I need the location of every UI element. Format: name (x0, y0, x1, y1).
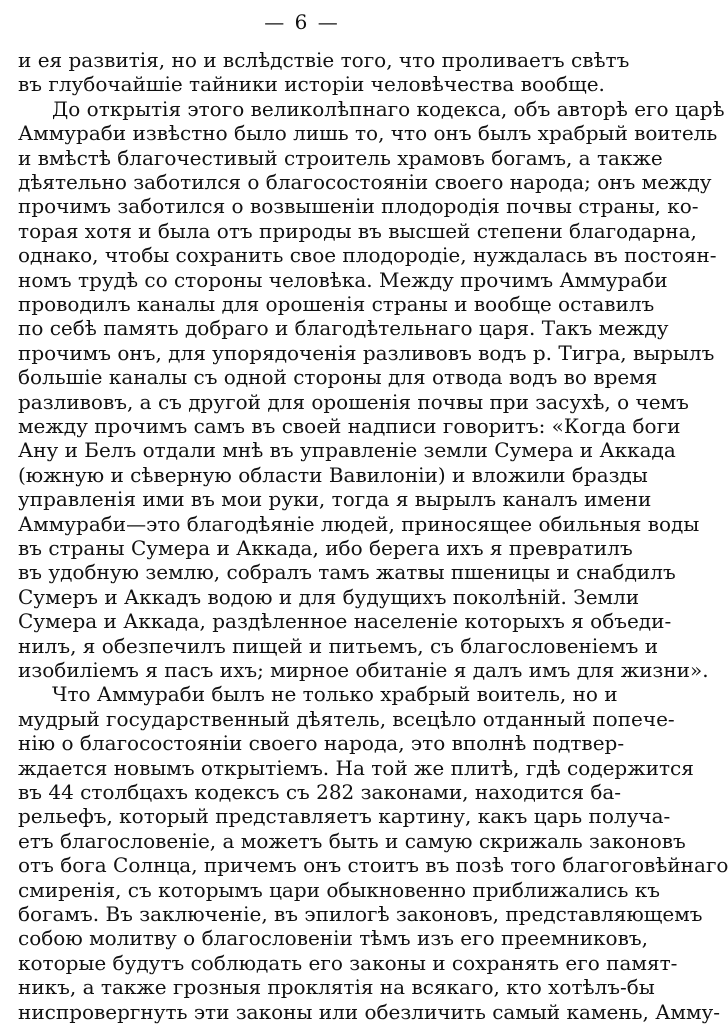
text-line: ниспровергнуть эти законы или обезличить самый камень, Амму- (18, 999, 721, 1024)
text-line: и ея развитія, но и вслѣдствіе того, что проливаетъ свѣтъ (18, 48, 630, 72)
text-line: смиренія, съ которымъ цари обыкновенно приближались къ (18, 877, 660, 902)
text-line: однако, чтобы сохранить свое плодородіе, нуждалась въ постоян- (18, 243, 717, 268)
text-line: въ глубочайшіе тайники исторіи человѣчества вообще. (18, 72, 605, 97)
text-line: между прочимъ самъ въ своей надписи говоритъ: «Когда боги (18, 414, 681, 438)
text-line: большіе каналы съ одной стороны для отвода водъ во время (18, 365, 658, 390)
text-line: мудрый государственный дѣятель, всецѣло отданный попече- (18, 706, 675, 731)
text-line: нилъ, я обезпечилъ пищей и питьемъ, съ благословеніемъ и (18, 633, 659, 658)
page-number: — 6 — (264, 10, 340, 34)
text-line: Аммураби—это благодѣяніе людей, приносящее обильныя воды (18, 511, 700, 536)
text-line: рельефъ, который представляетъ картину, какъ царь получа- (18, 804, 671, 829)
text-line: отъ бога Солнца, причемъ онъ стоитъ въ позѣ того благоговѣйнаго (18, 853, 728, 878)
text-line: нію о благосостояніи своего народа, это вполнѣ подтвер- (18, 731, 625, 756)
text-line: разливовъ, а съ другой для орошенія почвы при засухѣ, о чемъ (18, 389, 689, 414)
paragraph-first-line: До открытія этого великолѣпнаго кодекса, объ авторѣ его царѣ (52, 96, 725, 121)
text-line: богамъ. Въ заключеніе, въ эпилогѣ законовъ, представляющемъ (18, 902, 703, 926)
text-line: етъ благословеніе, а можетъ быть и самую скрижаль законовъ (18, 828, 686, 853)
text-line: проводилъ каналы для орошенія страны и вообще оставилъ (18, 292, 655, 316)
text-line: и вмѣстѣ благочестивый строитель храмовъ богамъ, а также (18, 145, 663, 170)
text-line: Сумера и Аккада, раздѣленное населеніе которыхъ я объеди- (18, 609, 672, 634)
text-line: по себѣ память добраго и благодѣтельнаго царя. Такъ между (18, 316, 669, 341)
text-line: Аммураби извѣстно было лишь то, что онъ былъ храбрый воитель (18, 121, 718, 146)
text-line: (южную и сѣверную области Вавилоніи) и вложили бразды (18, 462, 648, 487)
text-line: номъ трудѣ со стороны человѣка. Между прочимъ Аммураби (18, 267, 668, 292)
text-line: прочимъ заботился о возвышеніи плодородія почвы страны, ко- (18, 194, 699, 219)
text-line: собою молитву о благословеніи тѣмъ изъ его преемниковъ, (18, 926, 648, 951)
text-line: никъ, а также грозныя проклятія на всякаго, кто хотѣлъ-бы (18, 975, 655, 1000)
text-line: въ удобную землю, собралъ тамъ жатвы пшеницы и снабдилъ (18, 560, 676, 585)
text-line: которые будутъ соблюдать его законы и сохранять его памят- (18, 950, 678, 975)
text-line: Ану и Белъ отдали мнѣ въ управленіе земли Сумера и Аккада (18, 438, 676, 463)
text-line: торая хотя и была отъ природы въ высшей степени благодарна, (18, 218, 697, 243)
text-line: прочимъ онъ, для упорядоченія разливовъ водъ р. Тигра, вырылъ (18, 340, 715, 365)
text-line: дѣятельно заботился о благосостояніи своего народа; онъ между (18, 170, 712, 194)
text-line: Сумеръ и Аккадъ водою и для будущихъ поколѣній. Земли (18, 584, 640, 609)
text-line: ждается новымъ открытіемъ. На той же плитѣ, гдѣ содержится (18, 755, 694, 780)
text-line: въ страны Сумера и Аккада, ибо берега ихъ я превратилъ (18, 536, 633, 560)
paragraph-first-line: Что Аммураби былъ не только храбрый воитель, но и (52, 682, 618, 707)
text-line: управленія ими въ мои руки, тогда я вырылъ каналъ имени (18, 487, 652, 512)
text-line: въ 44 столбцахъ кодексъ съ 282 законами, находится ба- (18, 780, 622, 804)
text-line: изобиліемъ я пасъ ихъ; мирное обитаніе я далъ имъ для жизни». (18, 658, 709, 682)
